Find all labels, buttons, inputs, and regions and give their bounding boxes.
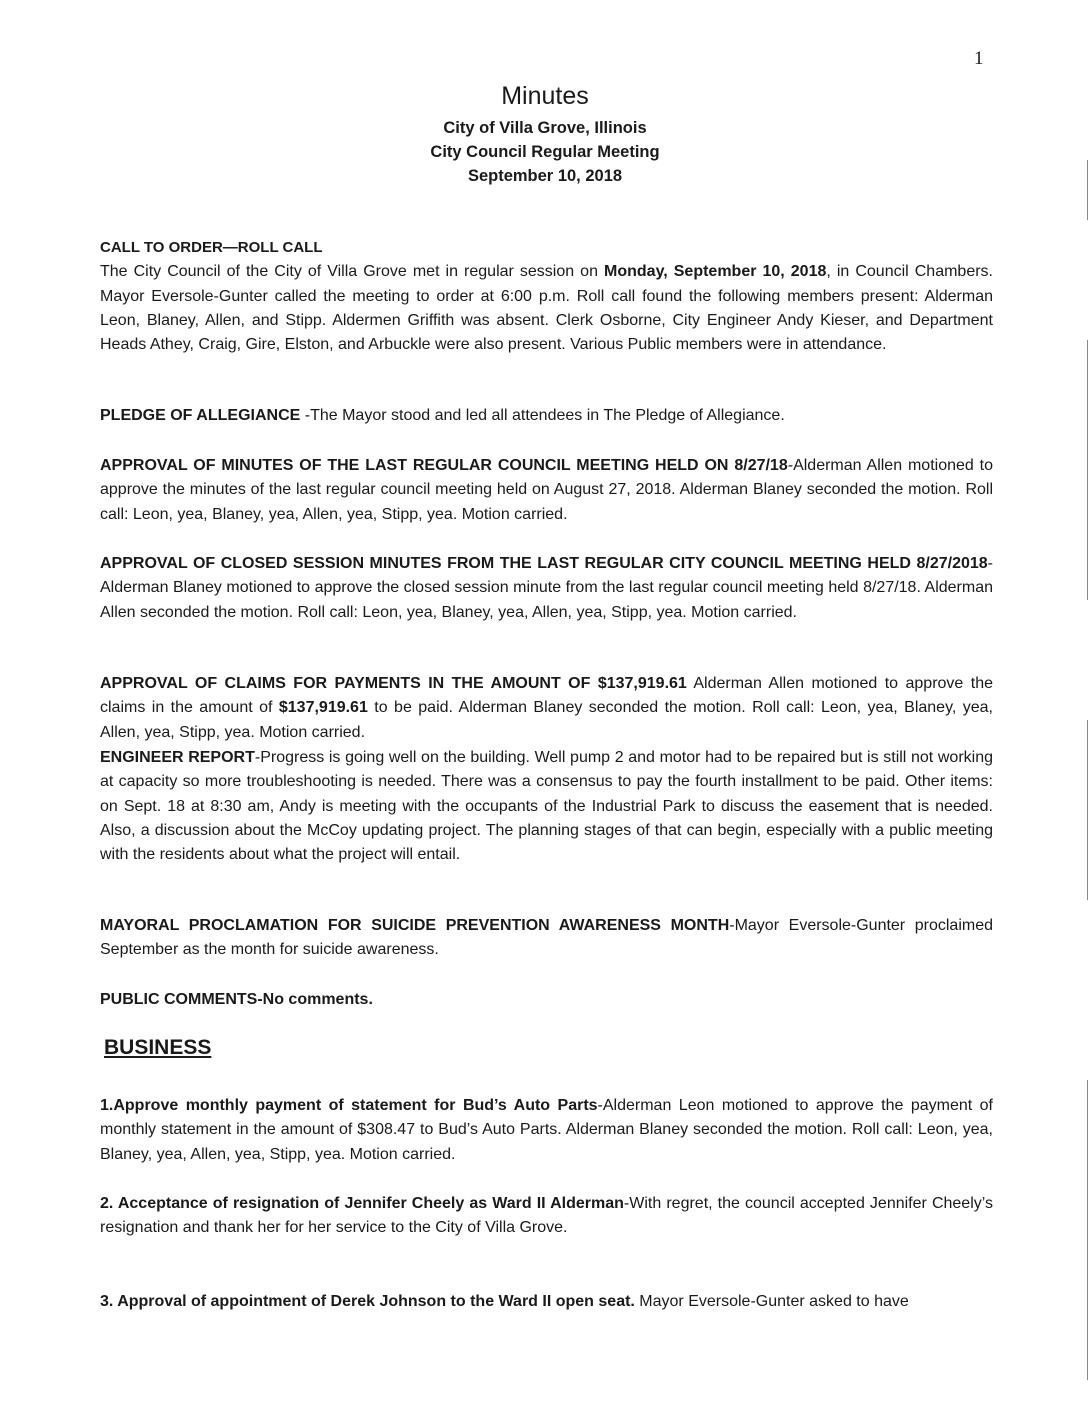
meeting-date: September 10, 2018 bbox=[467, 167, 623, 185]
claims-text-2: to be paid. Alderman Blaney seconded the motion. Roll call: Leon, yea, Blaney, yea, Allen, yea, Stipp, yea. Motion carried. bbox=[100, 699, 994, 741]
document-header bbox=[0, 76, 1090, 188]
closed-session-section bbox=[100, 552, 993, 625]
scan-edge-mark bbox=[1087, 720, 1088, 900]
proclamation-section bbox=[100, 914, 993, 963]
business-item bbox=[100, 1192, 993, 1241]
document-title: Minutes bbox=[501, 82, 589, 110]
engineer-report-section bbox=[100, 746, 993, 867]
city-name: City of Villa Grove, Illinois bbox=[443, 119, 647, 137]
business-item bbox=[100, 1094, 993, 1167]
closed-session-text: -Alderman Blaney motioned to approve the closed session minute from the last regular council meeting held 8/27/18. Alderman Allen seconded the motion. Roll call: Leon, yea, Blaney, yea, Allen, yea, Stipp, yea. Motion carried. bbox=[100, 555, 993, 621]
public-comments-heading: PUBLIC COMMENTS-No comments. bbox=[100, 991, 373, 1008]
business-item-text: Mayor Eversole-Gunter asked to have bbox=[634, 1293, 909, 1310]
pledge-text: -The Mayor stood and led all attendees in The Pledge of Allegiance. bbox=[300, 407, 785, 424]
call-to-order-section bbox=[100, 236, 993, 357]
claims-heading: APPROVAL OF CLAIMS FOR PAYMENTS IN THE AMOUNT OF $137,919.61 bbox=[100, 675, 687, 692]
meeting-type: City Council Regular Meeting bbox=[430, 143, 660, 161]
page-number: 1 bbox=[974, 48, 984, 69]
business-item-heading: 2. Acceptance of resignation of Jennifer Cheely as Ward II Alderman bbox=[100, 1195, 624, 1212]
engineer-report-text: -Progress is going well on the building. Well pump 2 and motor had to be repaired but is still not working at capacity so more troubleshooting is needed. There was a consensus to pay the fourth installment to be paid. Other items: on Sept. 18 at 8:30 am, Andy is meeting with the occupants of the Industrial Park to discuss the easement that is needed. Also, a discussion about the McCoy updating project. The planning stages of that can begin, especially with a public meeting with the residents about what the project will entail. bbox=[100, 749, 994, 864]
business-item-heading: 1.Approve monthly payment of statement for Bud’s Auto Parts bbox=[100, 1097, 598, 1114]
claims-section bbox=[100, 672, 993, 745]
scan-edge-mark bbox=[1087, 1080, 1088, 1380]
public-comments-section bbox=[100, 988, 993, 1012]
claims-amount: $137,919.61 bbox=[278, 699, 368, 717]
pledge-section bbox=[100, 404, 993, 428]
business-item bbox=[100, 1290, 993, 1314]
claims-text-1: Alderman Allen motioned to approve the claims in the amount of bbox=[100, 675, 993, 717]
engineer-report-heading: ENGINEER REPORT bbox=[100, 749, 255, 766]
scan-edge-mark bbox=[1087, 160, 1088, 220]
proclamation-heading: MAYORAL PROCLAMATION FOR SUICIDE PREVENTION AWARENESS MONTH bbox=[100, 917, 730, 934]
business-item-text: -With regret, the council accepted Jennifer Cheely’s resignation and thank her for her service to the City of Villa Grove. bbox=[100, 1195, 994, 1237]
call-to-order-heading: CALL TO ORDER—ROLL CALL bbox=[100, 239, 323, 256]
call-to-order-text-1: The City Council of the City of Villa Grove met in regular session on bbox=[100, 263, 605, 281]
business-heading: BUSINESS bbox=[104, 1036, 212, 1059]
minutes-approval-section bbox=[100, 454, 993, 527]
call-to-order-text-2: , in Council Chambers. Mayor Eversole-Gunter called the meeting to order at 6:00 p.m. Roll call found the following members present: Alderman Leon, Blaney, Allen, and Stipp. Aldermen Griffith was absent. Clerk Osborne, City Engineer Andy Kieser, and Department Heads Athey, Craig, Gire, Elston, and Arbuckle were also present. Various Public members were in attendance. bbox=[100, 263, 993, 354]
call-to-order-date: Monday, September 10, 2018 bbox=[604, 263, 827, 281]
business-item-heading: 3. Approval of appointment of Derek Johnson to the Ward II open seat. bbox=[100, 1293, 635, 1310]
closed-session-heading: APPROVAL OF CLOSED SESSION MINUTES FROM THE LAST REGULAR CITY COUNCIL MEETING HELD 8/27/2018 bbox=[100, 555, 988, 572]
minutes-approval-heading: APPROVAL OF MINUTES OF THE LAST REGULAR COUNCIL MEETING HELD ON 8/27/18 bbox=[100, 457, 788, 474]
business-item-text: -Alderman Leon motioned to approve the payment of monthly statement in the amount of $308.47 to Bud’s Auto Parts. Alderman Blaney seconded the motion. Roll call: Leon, yea, Blaney, yea, Allen, yea, Stipp, yea. Motion carried. bbox=[100, 1097, 993, 1163]
minutes-approval-text: -Alderman Allen motioned to approve the minutes of the last regular council meeting held on August 27, 2018. Alderman Blaney seconded the motion. Roll call: Leon, yea, Blaney, yea, Allen, yea, Stipp, yea. Motion carried. bbox=[100, 457, 994, 523]
pledge-heading: PLEDGE OF ALLEGIANCE bbox=[100, 407, 301, 424]
proclamation-text: -Mayor Eversole-Gunter proclaimed September as the month for suicide awareness. bbox=[100, 917, 993, 959]
scan-edge-mark bbox=[1087, 340, 1088, 600]
